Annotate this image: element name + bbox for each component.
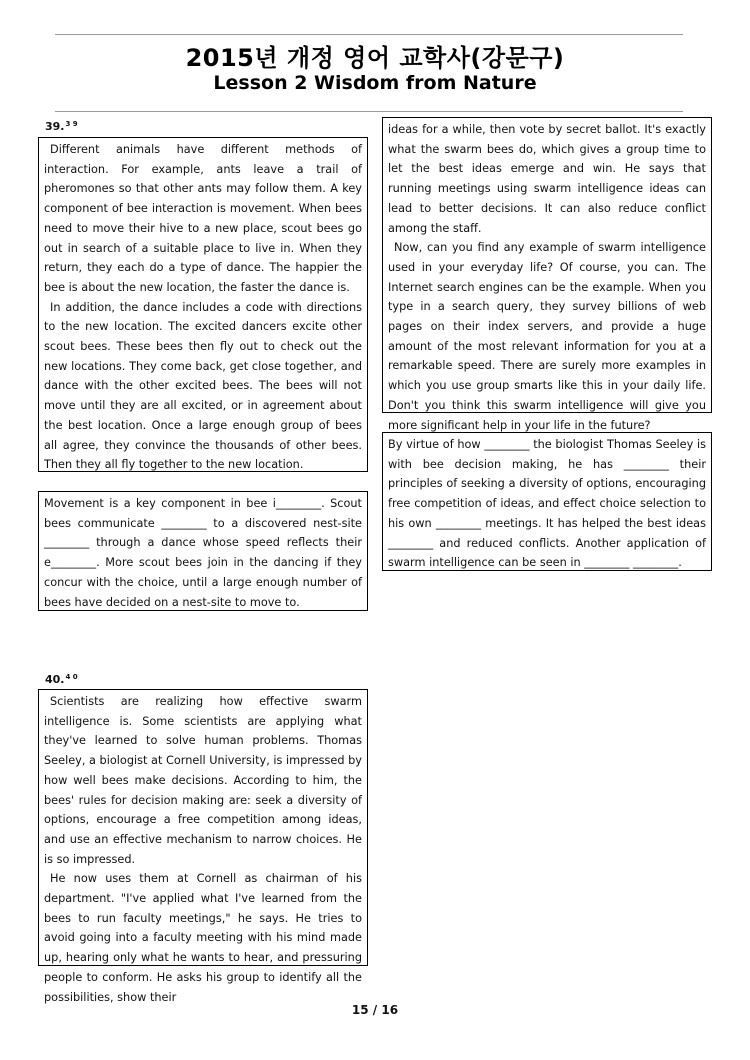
question-39-sup: 3 9 [65,120,78,128]
question-40-label [45,673,78,686]
page-title: 2015년 개정 영어 교학사(강문구) [185,44,565,72]
question-40-summary-text: By virtue of how ________ the biologist Thomas Seeley is with bee decision making, he has ________ their principles of seeking a diversity of options, encouraging free competition of ideas, and effect choice selection to his own ________ meetings. It has helped the best ideas ________ and reduced conflicts. Another application of swarm intelligence can be seen in ________ ________. [388,438,706,570]
question-40-passage-right [382,117,712,432]
question-39-passage [38,137,368,472]
top-rule [55,34,683,35]
question-40-passage-left [38,689,368,1004]
question-40-paragraph: He now uses them at Cornell as chairman of his department. "I've applied what I've learned from the bees to run faculty meetings," he says. He tries to avoid going into a faculty meeting with his mind made up, hearing only what he wants to hear, and pressuring people to conform. He asks his group to identify all the possibilities, show their [44,872,362,1004]
question-39-summary-text: Movement is a key component in bee i________. Scout bees communicate ________ to a discovered nest-site ________ through a dance whose speed reflects their e________. More scout bees join in the dancing if they concur with the choice, until a large enough number of bees have decided on a nest-site to move to. [44,497,362,609]
question-40-paragraph: ideas for a while, then vote by secret ballot. It's exactly what the swarm bees do, which gives a group time to let the best ideas emerge and win. He says that running meetings using swarm intelligence ideas can lead to better decisions. It can also reduce conflict among the staff. [388,123,706,235]
question-40-paragraph: Scientists are realizing how effective swarm intelligence is. Some scientists are applying what they've learned to solve human problems. Thomas Seeley, a biologist at Cornell University, is impressed by how well bees make decisions. According to him, the bees' rules for decision making are: seek a diversity of options, encourage a free competition among ideas, and use an effective mechanism to narrow choices. He is so impressed. [44,695,362,866]
question-39-summary [38,491,368,611]
question-40-number: 40. [45,673,65,686]
question-39-number: 39. [45,120,65,133]
header-rule [55,111,683,112]
question-40-summary [382,432,712,571]
question-40-sup: 4 0 [65,673,78,681]
question-39-paragraph: In addition, the dance includes a code with directions to the new location. The excited dancers excite other scout bees. These bees then fly out to check out the new locations. They come back, get close together, and dance with the other excited bees. The bees will not move until they are all excited, or in agreement about the best location. Once a large enough group of bees all agree, they convince the thousands of other bees. Then they all fly together to the new location. [44,300,362,472]
question-40-paragraph: Now, can you find any example of swarm intelligence used in your everyday life? Of course, you can. The Internet search engines can be the example. When you type in a search query, they survey billions of web pages on their index servers, and provide a huge amount of the most relevant information for you at a remarkable speed. There are surely more examples in which you use group smarts like this in your daily life. Don't you think this swarm intelligence will give you more significant help in your life in the future? [388,241,706,432]
question-39-paragraph: Different animals have different methods of interaction. For example, ants leave a trail of pheromones so that other ants may follow them. A key component of bee interaction is movement. When bees need to move their hive to a new place, scout bees go out in search of a suitable place to live in. When they return, they each do a type of dance. The happier the bee is about the new location, the faster the dance is. [44,143,362,294]
page-subtitle: Lesson 2 Wisdom from Nature [213,72,537,94]
page-number: 15 / 16 [351,1003,399,1017]
question-39-label [45,120,78,133]
